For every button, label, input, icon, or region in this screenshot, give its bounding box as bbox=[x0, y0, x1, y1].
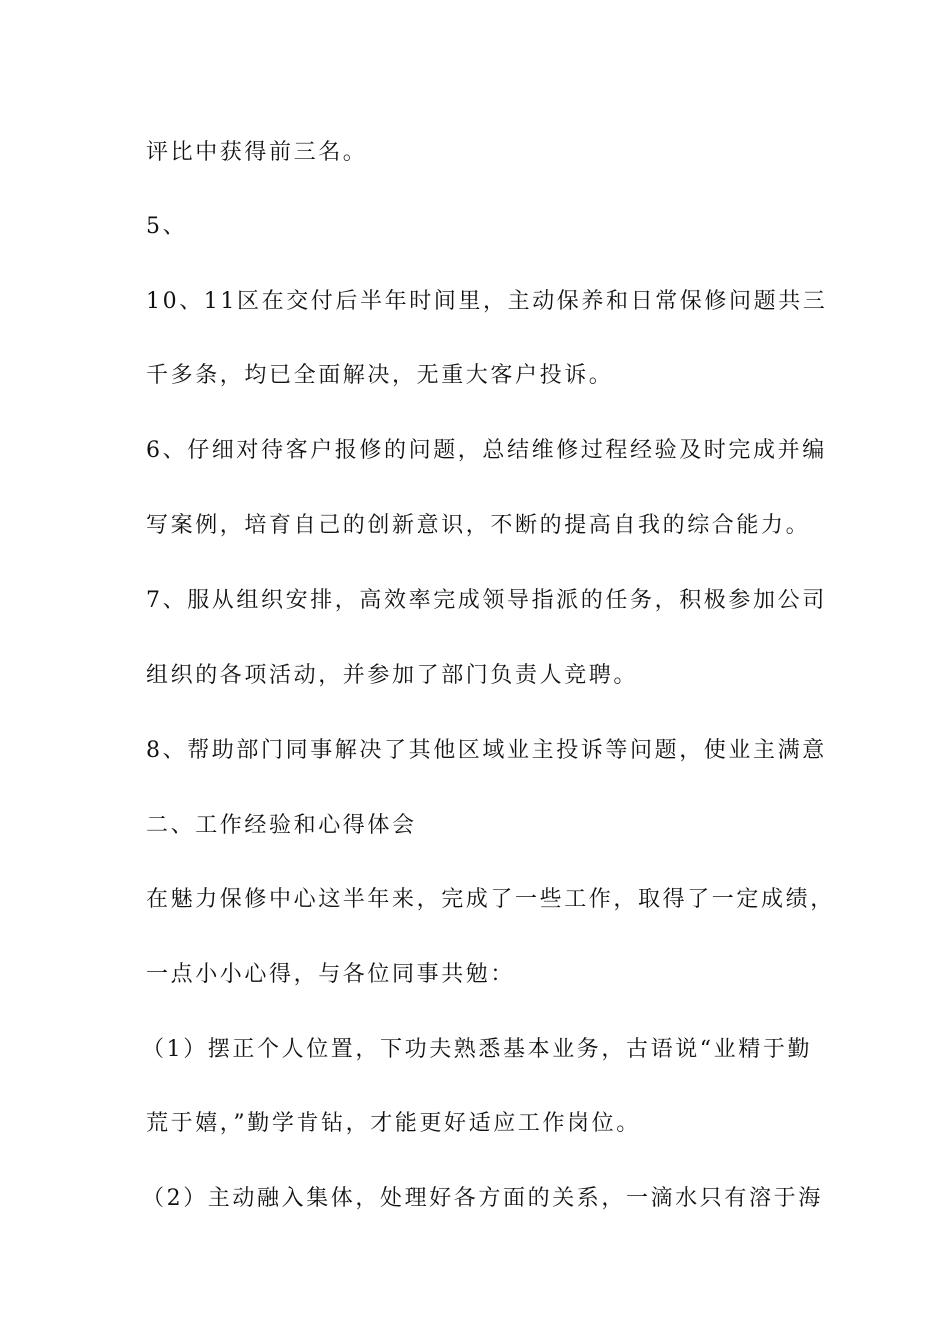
text-line: 组织的各项活动，并参加了部门负责人竞聘。 bbox=[146, 663, 639, 688]
text-line: （1）摆正个人位置，下功夫熟悉基本业务，古语说“业精于勤 bbox=[142, 1037, 813, 1062]
text-line: 写案例，培育自己的创新意识，不断的提高自我的综合能力。 bbox=[146, 513, 811, 538]
text-line: 8、帮助部门同事解决了其他区域业主投诉等问题，使业主满意 bbox=[146, 738, 827, 763]
text-line: 在魅力保修中心这半年来，完成了一些工作，取得了一定成绩， bbox=[146, 887, 835, 912]
text-line: （2）主动融入集体，处理好各方面的关系，一滴水只有溶于海 bbox=[142, 1186, 823, 1211]
text-line: 评比中获得前三名。 bbox=[146, 140, 368, 165]
text-line: 千多条，均已全面解决，无重大客户投诉。 bbox=[146, 363, 614, 388]
text-line: 荒于嬉，”勤学肯钻，才能更好适应工作岗位。 bbox=[146, 1111, 641, 1136]
section-heading: 二、工作经验和心得体会 bbox=[146, 813, 417, 838]
text-line: 6、仔细对待客户报修的问题，总结维修过程经验及时完成并编 bbox=[146, 438, 827, 463]
text-line: 一点小小心得，与各位同事共勉： bbox=[146, 962, 516, 987]
text-line: 7、服从组织安排，高效率完成领导指派的任务，积极参加公司 bbox=[146, 588, 827, 613]
text-line: 5、 bbox=[146, 214, 188, 239]
text-line: 10、11区在交付后半年时间里，主动保养和日常保修问题共三 bbox=[146, 289, 828, 314]
